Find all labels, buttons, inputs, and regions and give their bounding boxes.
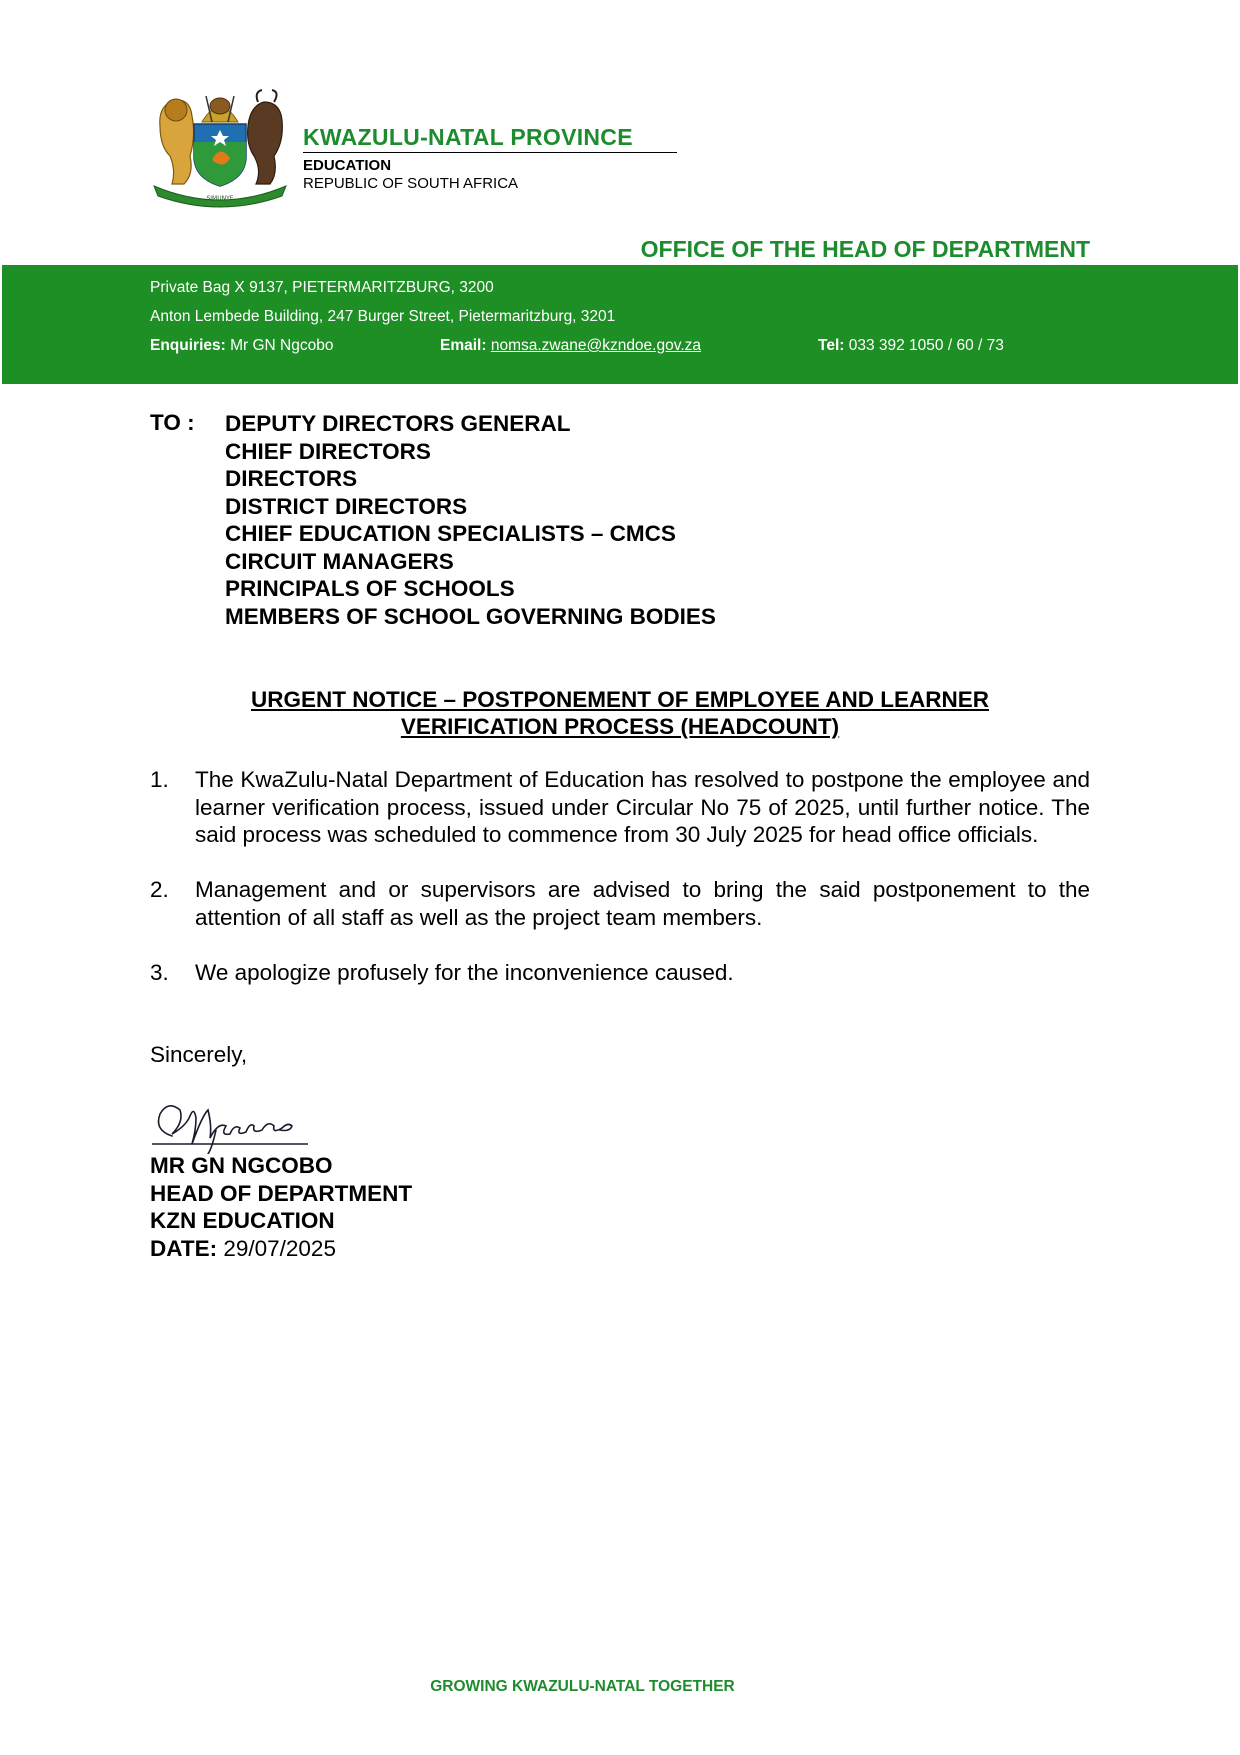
signatory-organisation: KZN EDUCATION: [150, 1208, 335, 1233]
recipient-item: MEMBERS OF SCHOOL GOVERNING BODIES: [225, 603, 716, 629]
paragraph-text: Management and or supervisors are advised to bring the said postponement to the attention of all staff as well as the project team members.: [195, 877, 1090, 930]
closing-salutation: Sincerely,: [150, 1042, 248, 1067]
signatory-title: HEAD OF DEPARTMENT: [150, 1180, 413, 1206]
subject-line-1: URGENT NOTICE – POSTPONEMENT OF EMPLOYEE AND LEARNER: [251, 687, 989, 712]
recipient-item: PRINCIPALS OF SCHOOLS: [225, 576, 515, 601]
to-label: TO :: [150, 410, 195, 435]
signature-date: [150, 1235, 412, 1263]
paragraph-number: 1.: [150, 767, 169, 792]
brand-divider: [303, 152, 677, 153]
enquiries-value: Mr GN Ngcobo: [230, 337, 334, 354]
date-label: DATE:: [150, 1235, 218, 1261]
email-link[interactable]: nomsa.zwane@kzndoe.gov.za: [490, 337, 702, 354]
telephone: [818, 337, 1004, 355]
paragraph-number: 3.: [150, 959, 169, 985]
paragraph-item: [150, 876, 1090, 931]
recipient-item: DEPUTY DIRECTORS GENERAL: [225, 411, 571, 436]
subject-line-2: VERIFICATION PROCESS (HEADCOUNT): [400, 714, 840, 739]
recipient-item: DISTRICT DIRECTORS: [225, 493, 468, 519]
paragraph-text: The KwaZulu-Natal Department of Education has resolved to postpone the employee and learner verification process, issued under Circular No 75 of 2025, until further notice. The said process was scheduled to commence from 30 July 2025 for head office officials.: [195, 767, 1090, 847]
tel-value: 033 392 1050 / 60 / 73: [848, 337, 1004, 354]
signatory-block: [150, 1152, 412, 1262]
office-title: OFFICE OF THE HEAD OF DEPARTMENT: [640, 236, 1090, 262]
physical-address: Anton Lembede Building, 247 Burger Street, Pietermaritzburg, 3201: [150, 308, 616, 325]
paragraph-list: [150, 766, 1090, 1014]
recipient-item: CIRCUIT MANAGERS: [225, 548, 454, 574]
svg-text:SIMUNYE: SIMUNYE: [206, 195, 234, 202]
paragraph-number: 2.: [150, 877, 169, 902]
footer-slogan: GROWING KWAZULU-NATAL TOGETHER: [430, 1678, 735, 1695]
notice-subject: [150, 686, 1090, 740]
enquiries: [150, 337, 333, 355]
province-name: KWAZULU-NATAL PROVINCE: [303, 124, 633, 150]
date-value: 29/07/2025: [223, 1235, 336, 1261]
recipient-item: CHIEF EDUCATION SPECIALISTS – CMCS: [225, 521, 676, 546]
paragraph-item: [150, 766, 1090, 849]
coat-of-arms-icon: [150, 86, 290, 208]
paragraph-text: We apologize profusely for the inconvenience caused.: [195, 959, 734, 985]
recipient-item: CHIEF DIRECTORS: [225, 438, 431, 464]
email-label: Email:: [440, 337, 487, 354]
handwritten-signature-icon: [150, 1096, 310, 1154]
enquiries-label: Enquiries:: [150, 337, 226, 354]
email: [440, 337, 701, 355]
recipient-list: [225, 410, 716, 630]
country-name: REPUBLIC OF SOUTH AFRICA: [303, 175, 519, 192]
postal-address: Private Bag X 9137, PIETERMARITZBURG, 3200: [150, 279, 494, 296]
tel-label: Tel:: [818, 337, 845, 354]
department-name: EDUCATION: [303, 157, 392, 174]
paragraph-item: [150, 959, 1090, 987]
recipient-item: DIRECTORS: [225, 466, 358, 491]
signatory-name: MR GN NGCOBO: [150, 1153, 333, 1178]
